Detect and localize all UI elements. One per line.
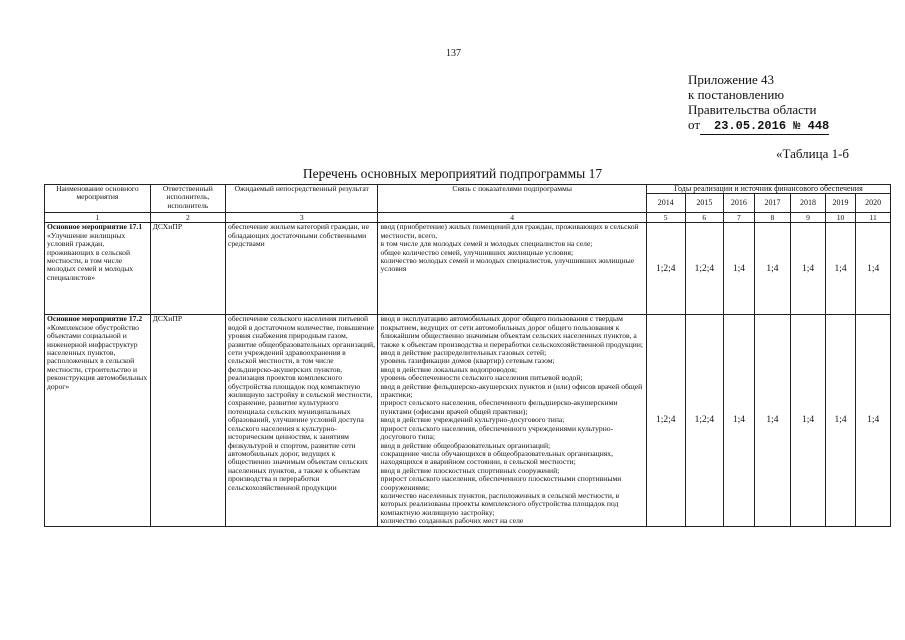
- year-header: 2017: [754, 194, 791, 213]
- annex-date-prefix: от: [688, 117, 701, 132]
- measure-name-cell: [45, 315, 151, 526]
- year-header: 2016: [724, 194, 755, 213]
- measure-title: Основное мероприятие 17.2: [47, 314, 143, 324]
- column-number: 10: [825, 213, 856, 223]
- executor-cell: ДСХиПР: [150, 315, 225, 526]
- year-value-cell: 1;4: [856, 223, 891, 315]
- year-header: 2018: [791, 194, 826, 213]
- page-number: 137: [446, 48, 461, 59]
- column-number: 7: [724, 213, 755, 223]
- year-header: 2014: [646, 194, 685, 213]
- year-header: 2019: [825, 194, 856, 213]
- column-number: 6: [685, 213, 724, 223]
- year-value-cell: 1;4: [825, 223, 856, 315]
- header-result: Ожидаемый непосредственный результат: [225, 185, 378, 213]
- year-value-cell: 1;4: [724, 223, 755, 315]
- column-number: 8: [754, 213, 791, 223]
- header-name: Наименование основного мероприятия: [45, 185, 151, 213]
- indicators-cell: ввод (приобретение) жилых помещений для граждан, проживающих в сельской местности, всего, в том числе для молодых семей и молодых специалистов на селе; общее количество семей, улучшивших жилищные условия; количество молодых семей и молодых специалистов, улучшивших жилищные условия: [378, 223, 646, 315]
- year-value-cell: 1;4: [791, 315, 826, 526]
- year-value-cell: 1;4: [825, 315, 856, 526]
- document-title: Перечень основных мероприятий подпрограммы 17: [302, 166, 603, 181]
- year-value-cell: 1;4: [754, 315, 791, 526]
- annex-line-1: Приложение 43: [688, 72, 775, 87]
- annex-line-3: Правительства области: [688, 102, 817, 117]
- measure-description: «Комплексное обустройство объектами социальной и инженерной инфраструктур населенных пунктов, расположенных в сельской местности, строительство и реконструкция автомобильных дорог»: [47, 322, 148, 391]
- column-number: 11: [856, 213, 891, 223]
- executor-cell: ДСХиПР: [150, 223, 225, 315]
- year-value-cell: 1;4: [754, 223, 791, 315]
- column-number: 2: [150, 213, 225, 223]
- year-value-cell: 1;2;4: [685, 315, 724, 526]
- year-value-cell: 1;4: [791, 223, 826, 315]
- column-number: 1: [45, 213, 151, 223]
- column-number: 9: [791, 213, 826, 223]
- year-header: 2020: [856, 194, 891, 213]
- year-value-cell: 1;2;4: [646, 315, 685, 526]
- column-number: 5: [646, 213, 685, 223]
- header-row: [45, 185, 891, 194]
- table-row: [45, 315, 891, 526]
- table-row: [45, 223, 891, 315]
- column-number-row: [45, 213, 891, 223]
- indicators-cell: ввод в эксплуатацию автомобильных дорог общего пользования с твердым покрытием, ведущих от сети автомобильных дорог общего пользования к ближайшим общественно значимым объектам сельских населенных пунктов, а также к объектам производства и переработки сельскохозяйственной продукции; ввод в действие распределительных газовых сетей; уровень газификации домов (квартир) сетевым газом; ввод в действие локальных водопроводов; уровень обеспеченности сельского населения питьевой водой; ввод в действие фельдшерско-акушерских пунктов и (или) офисов врачей общей практики; прирост сельского населения, обеспеченного фельдшерско-акушерскими пунктами (офисами врачей общей практики); ввод в действие учреждений культурно-досугового типа; прирост сельского населения, обеспеченного учреждениями культурно-досугового типа; ввод в действие общеобразовательных организаций; сокращение числа обучающихся в общеобразовательных организациях, находящихся в аварийном состоянии, в сельской местности; ввод в действие плоскостных спортивных сооружений; прирост сельского населения, обеспеченного плоскостными спортивными сооружениями; количество населенных пунктов, расположенных в сельской местности, в которых реализованы проекты комплексного обустройства площадок под компактную жилищную застройку; количество созданных рабочих мест на селе: [378, 315, 646, 526]
- header-executor: Ответственный исполнитель, исполнитель: [150, 185, 225, 213]
- measure-title: Основное мероприятие 17.1: [47, 222, 143, 232]
- annex-date-value: 23.05.2016 № 448: [700, 119, 829, 135]
- annex-line-2: к постановлению: [688, 87, 785, 102]
- result-cell: обеспечение жильем категорий граждан, не обладающих достаточными собственными средствами: [225, 223, 378, 315]
- column-number: 3: [225, 213, 378, 223]
- annex-block: [688, 72, 829, 135]
- year-value-cell: 1;4: [856, 315, 891, 526]
- column-number: 4: [378, 213, 646, 223]
- header-years-group: Годы реализации и источник финансового обеспечения: [646, 185, 890, 194]
- year-value-cell: 1;4: [724, 315, 755, 526]
- table-label: «Таблица 1-б: [776, 146, 850, 161]
- measure-name-cell: [45, 223, 151, 315]
- header-indicators: Связь с показателями подпрограммы: [378, 185, 646, 213]
- year-value-cell: 1;2;4: [646, 223, 685, 315]
- result-cell: обеспечение сельского населения питьевой водой в достаточном количестве, повышение уровня снабжения природным газом, развитие общеобразовательных организаций, сети учреждений здравоохранения в сельской местности, в том числе фельдшерско-акушерских пунктов, реализация проектов комплексного обустройства площадок под компактную жилищную застройку в сельской местности, сохранение, развитие культурного потенциала сельских муниципальных образований, улучшение условий доступа сельского населения к культурно-историческим ценностям, к занятиям физкультурой и спортом, развитие сети автомобильных дорог, ведущих к общественно значимым объектам сельских населенных пунктов, а также к объектам производства и переработки сельскохозяйственной продукции: [225, 315, 378, 526]
- annex-date-line: [688, 117, 829, 135]
- year-header: 2015: [685, 194, 724, 213]
- measure-description: «Улучшение жилищных условий граждан, проживающих в сельской местности, в том числе молодых семей и молодых специалистов»: [47, 230, 134, 282]
- year-value-cell: 1;2;4: [685, 223, 724, 315]
- measures-table: [44, 184, 891, 527]
